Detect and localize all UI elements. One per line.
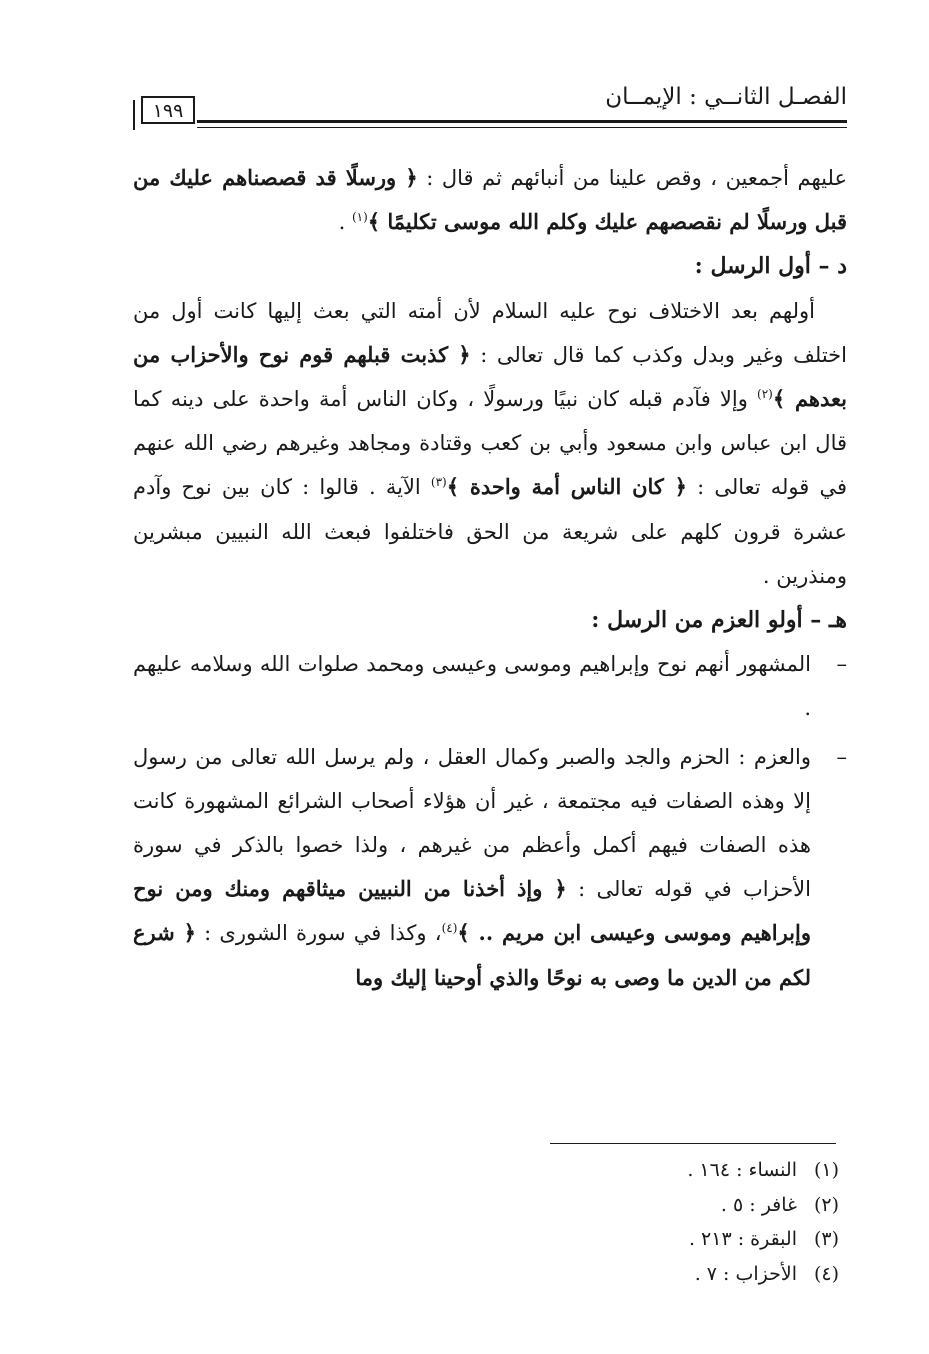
footnote-number: (٢) <box>813 1193 839 1216</box>
footnote-ref: (٣) <box>430 475 447 490</box>
footnote-ref: (١) <box>351 210 368 225</box>
text-run: عليهم أجمعين ، وقص علينا من أنبائهم ثم قال : <box>417 166 848 190</box>
list-item <box>133 735 847 1000</box>
text-run: أولهم بعد الاختلاف نوح عليه السلام لأن أمته التي بعث إليها كانت أول من اختلف وغير وبدل وكذب كما قال تعالى : <box>133 298 848 367</box>
footnote-text: النساء : ١٦٤ . <box>687 1159 797 1181</box>
page-header <box>133 80 847 138</box>
chapter-title: الفصـل الثانــي : الإيمــان <box>605 84 847 110</box>
quran-verse: ﴿ كذبت قبلهم قوم نوح والأحزاب من بعدهم ﴾ <box>133 341 847 412</box>
footnote-number: (٤) <box>813 1262 839 1285</box>
text-run: الآية . قالوا : كان بين نوح وآدم عشرة قرون كلهم على شريعة من الحق فاختلفوا فبعث الله النبيين مبشرين ومنذرين . <box>133 475 847 588</box>
footnote-number: (٣) <box>813 1228 839 1250</box>
footnote-separator <box>550 1143 836 1144</box>
quran-verse: ﴿ كان الناس أمة واحدة ﴾ <box>446 474 687 500</box>
main-text <box>133 156 847 1000</box>
header-left-bar <box>133 100 135 130</box>
quran-verse: ﴿ ورسلًا قد قصصناهم عليك من قبل ورسلًا لم نقصصهم عليك وكلم الله موسى تكليمًا ﴾ <box>133 165 847 235</box>
footnote-text: غافر : ٥ . <box>720 1193 797 1216</box>
header-rule-thin <box>197 127 847 128</box>
footnote-ref: (٤) <box>441 921 458 936</box>
footnote-number: (١) <box>813 1159 839 1181</box>
text-run: والعزم : الحزم والجد والصبر وكمال العقل ، ولم يرسل الله تعالى من رسول إلا وهذه الصفات فيه مجتمعة ، غير أن هؤلاء أصحاب الشرائع المشهورة كانت هذه الصفات فيهم أكمل وأعظم من غيرهم ، ولذا خصوا بالذكر في سورة الأحزاب في قوله تعالى : <box>133 744 811 902</box>
section-heading-ulul-azm: هـ – أولو العزم من الرسل : <box>591 607 847 634</box>
text-run: وإلا فآدم قبله كان نبيًا ورسولًا ، وكان الناس أمة واحدة على دينه كما قال ابن عباس وابن مسعود وأبي بن كعب وقتادة ومجاهد وغيرهم رضي الله عنهم في قوله تعالى : <box>133 387 847 500</box>
text-run: ، وكذا في سورة الشورى : <box>195 921 442 946</box>
dash-bullet: – <box>836 744 847 769</box>
footnote-text: الأحزاب : ٧ . <box>694 1262 797 1285</box>
section-heading-first-messengers: د – أول الرسل : <box>694 253 847 280</box>
footnote-text: البقرة : ٢١٣ . <box>688 1228 797 1250</box>
footnote <box>419 1153 839 1188</box>
paragraph-2 <box>133 289 847 598</box>
footnote-ref: (٢) <box>757 387 773 402</box>
text-run: . <box>338 210 352 235</box>
footnote <box>419 1257 839 1292</box>
quran-verse: ﴿ شرع لكم من الدين ما وصى به نوحًا والذي أوحينا إليك وما <box>133 920 811 990</box>
list-item <box>133 642 847 730</box>
paragraph-1 <box>133 156 847 244</box>
footnote <box>419 1222 839 1257</box>
footnotes <box>419 1153 839 1291</box>
page-number: ١٩٩ <box>141 96 195 124</box>
dash-bullet: – <box>836 652 847 677</box>
text-run: المشهور أنهم نوح وإبراهيم وموسى وعيسى ومحمد صلوات الله وسلامه عليهم . <box>133 652 811 721</box>
footnote <box>419 1188 839 1223</box>
header-rule-thick <box>197 120 847 123</box>
quran-verse: ﴿ وإذ أخذنا من النبيين ميثاقهم ومنك ومن نوح وإبراهيم وموسى وعيسى ابن مريم .. ﴾ <box>133 876 811 946</box>
